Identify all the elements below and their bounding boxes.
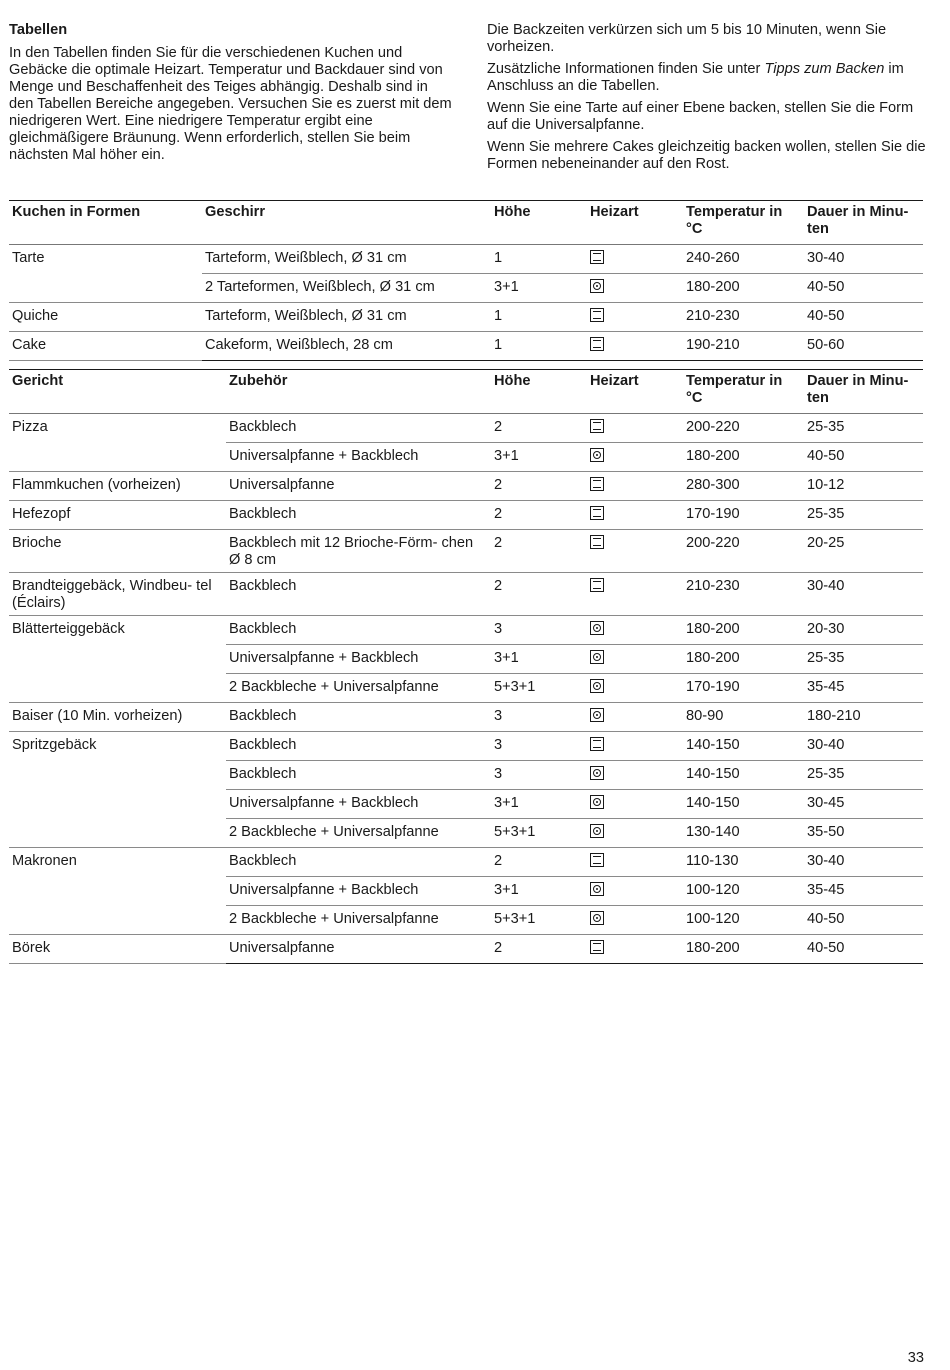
- cell-mode: [587, 935, 683, 964]
- heat-fan-icon: [590, 621, 604, 635]
- cell-mode: [587, 848, 683, 877]
- table-row: [9, 790, 923, 819]
- cell-time: 40-50: [804, 303, 923, 332]
- cell-item: Quiche: [9, 303, 202, 332]
- header-item: Kuchen in Formen: [9, 201, 202, 245]
- cell-time: 30-40: [804, 732, 923, 761]
- table-row: [9, 414, 923, 443]
- heat-fan-icon: [590, 708, 604, 722]
- cell-dish: Universalpfanne: [226, 935, 491, 964]
- cell-temp: 210-230: [683, 303, 804, 332]
- cell-temp: 180-200: [683, 645, 804, 674]
- cell-time: 35-45: [804, 674, 923, 703]
- fan-symbol: [593, 282, 601, 290]
- tarte-note: Wenn Sie eine Tarte auf einer Ebene backen, stellen Sie die Form auf die Universalpfanne.: [487, 100, 914, 133]
- cell-level: 2: [491, 530, 587, 573]
- cell-dish: 2 Backbleche + Universalpfanne: [226, 819, 491, 848]
- cell-time: 25-35: [804, 501, 923, 530]
- heat-fan-icon: [590, 795, 604, 809]
- preheat-note: Die Backzeiten verkürzen sich um 5 bis 10 Minuten, wenn Sie vorheizen.: [487, 22, 887, 55]
- cell-item: [9, 877, 226, 906]
- fan-symbol: [593, 711, 601, 719]
- cell-item: Tarte: [12, 250, 45, 266]
- cell-mode: [587, 674, 683, 703]
- cell-temp: 100-120: [683, 906, 804, 935]
- cell-level: 3: [491, 761, 587, 790]
- cell-level: 5+3+1: [491, 906, 587, 935]
- cell-mode: [587, 645, 683, 674]
- cell-temp: 240-260: [683, 245, 804, 274]
- table-row: [9, 332, 923, 361]
- heat-top-bottom-icon: [590, 308, 604, 322]
- fan-symbol: [593, 827, 601, 835]
- cell-temp: 130-140: [683, 819, 804, 848]
- intro-paragraph: In den Tabellen finden Sie für die verschiedenen Kuchen und Gebäcke die optimale Heizart. Temperatur und Backdauer sind von Menge und Beschaffenheit des Teiges abhängig. Deshalb sind in den Tabellen Bereiche angegeben. Versuchen Sie es zuerst mit dem niedrigeren Wert. Eine niedrigere Temperatur ergibt eine gleichmäßigere Bräunung. Wenn erforderlich, stellen Sie beim nächsten Mal höher ein.: [9, 45, 452, 163]
- header-level: Höhe: [491, 201, 587, 245]
- intro-left-column: [9, 22, 454, 178]
- fan-symbol: [593, 653, 601, 661]
- cell-temp: 190-210: [683, 332, 804, 361]
- cell-time: 30-40: [804, 245, 923, 274]
- cell-level: 2: [491, 501, 587, 530]
- cell-item: Blätterteiggebäck: [9, 616, 226, 645]
- table-row: [9, 761, 923, 790]
- table-row: [9, 935, 923, 964]
- cell-level: 5+3+1: [491, 819, 587, 848]
- cell-dish: Universalpfanne + Backblech: [226, 645, 491, 674]
- cell-level: 3: [491, 703, 587, 732]
- cell-mode: [587, 819, 683, 848]
- cell-dish: Universalpfanne + Backblech: [226, 877, 491, 906]
- heat-fan-icon: [590, 650, 604, 664]
- cell-dish: Cakeform, Weißblech, 28 cm: [202, 332, 491, 361]
- heat-fan-icon: [590, 279, 604, 293]
- cell-dish: Backblech: [226, 414, 491, 443]
- cell-mode: [587, 472, 683, 501]
- cell-level: 2: [491, 935, 587, 964]
- cell-mode: [587, 761, 683, 790]
- cell-dish: Tarteform, Weißblech, Ø 31 cm: [202, 245, 491, 274]
- table-row: [9, 906, 923, 935]
- cell-mode: [587, 703, 683, 732]
- cell-item: Pizza: [12, 419, 48, 435]
- header-temp: Temperatur in °C: [683, 201, 804, 245]
- header-dish: Geschirr: [202, 201, 491, 245]
- fan-symbol: [593, 798, 601, 806]
- cell-level: 3+1: [491, 443, 587, 472]
- cell-mode: [587, 732, 683, 761]
- header-time: Dauer in Minu- ten: [804, 201, 923, 245]
- table-header-row: [9, 370, 923, 414]
- cell-dish: Backblech: [226, 848, 491, 877]
- cell-item: Flammkuchen (vorheizen): [9, 472, 226, 501]
- table-row: [9, 645, 923, 674]
- cell-mode: [587, 332, 683, 361]
- fan-symbol: [593, 885, 601, 893]
- cell-mode: [587, 616, 683, 645]
- cell-time: 25-35: [804, 761, 923, 790]
- cell-temp: 80-90: [683, 703, 804, 732]
- heat-top-bottom-icon: [590, 477, 604, 491]
- table-row: [9, 501, 923, 530]
- fan-symbol: [593, 451, 601, 459]
- cell-dish: Tarteform, Weißblech, Ø 31 cm: [202, 303, 491, 332]
- cell-dish: Backblech: [226, 501, 491, 530]
- cell-dish: Universalpfanne: [226, 472, 491, 501]
- cell-mode: [587, 877, 683, 906]
- cell-temp: 170-190: [683, 674, 804, 703]
- heat-top-bottom-icon: [590, 250, 604, 264]
- cell-item: Hefezopf: [9, 501, 226, 530]
- cell-item: Makronen: [9, 848, 226, 877]
- cell-item: Brandteiggebäck, Windbeu- tel (Éclairs): [9, 573, 226, 616]
- cell-time: 30-40: [804, 848, 923, 877]
- heat-top-bottom-icon: [590, 940, 604, 954]
- cell-time: 25-35: [804, 414, 923, 443]
- cell-level: 2: [491, 414, 587, 443]
- cell-temp: 100-120: [683, 877, 804, 906]
- cell-level: 2: [491, 472, 587, 501]
- cell-time: 25-35: [804, 645, 923, 674]
- cell-mode: [587, 790, 683, 819]
- heat-top-bottom-icon: [590, 578, 604, 592]
- cell-dish: Backblech: [226, 732, 491, 761]
- table-row: [9, 848, 923, 877]
- table-row: [9, 616, 923, 645]
- cell-level: 3: [491, 616, 587, 645]
- heat-fan-icon: [590, 448, 604, 462]
- header-time: Dauer in Minu- ten: [804, 370, 923, 414]
- cell-item: [9, 443, 226, 472]
- cell-temp: 140-150: [683, 732, 804, 761]
- cell-level: 3+1: [491, 790, 587, 819]
- cell-item: Spritzgebäck: [9, 732, 226, 761]
- cell-temp: 140-150: [683, 790, 804, 819]
- cell-level: 3: [491, 732, 587, 761]
- table-row: [9, 274, 923, 303]
- cell-item: [9, 906, 226, 935]
- cell-mode: [587, 443, 683, 472]
- cell-temp: 280-300: [683, 472, 804, 501]
- heat-fan-icon: [590, 824, 604, 838]
- cell-dish: 2 Backbleche + Universalpfanne: [226, 906, 491, 935]
- cell-mode: [587, 573, 683, 616]
- cell-level: 3+1: [491, 877, 587, 906]
- cell-time: 20-25: [804, 530, 923, 573]
- cell-level: 1: [491, 303, 587, 332]
- heat-top-bottom-icon: [590, 337, 604, 351]
- cell-temp: 210-230: [683, 573, 804, 616]
- tips-reference-link-text: Tipps zum Backen: [764, 61, 885, 77]
- cell-mode: [587, 245, 683, 274]
- table-row: [9, 674, 923, 703]
- table-row: [9, 443, 923, 472]
- cell-level: 5+3+1: [491, 674, 587, 703]
- cell-dish: Backblech: [226, 761, 491, 790]
- cell-level: 1: [491, 332, 587, 361]
- cell-time: 40-50: [804, 274, 923, 303]
- cell-dish: Backblech: [226, 616, 491, 645]
- cell-temp: 200-220: [683, 530, 804, 573]
- fan-symbol: [593, 624, 601, 632]
- cell-level: 3+1: [491, 645, 587, 674]
- cell-time: 35-50: [804, 819, 923, 848]
- table-gerichte: [9, 369, 923, 964]
- cell-item: Brioche: [9, 530, 226, 573]
- cell-time: 40-50: [804, 906, 923, 935]
- cell-time: 50-60: [804, 332, 923, 361]
- heat-fan-icon: [590, 911, 604, 925]
- heat-top-bottom-icon: [590, 419, 604, 433]
- tips-reference-pre: Zusätzliche Informationen finden Sie unter: [487, 61, 765, 77]
- header-dish: Zubehör: [226, 370, 491, 414]
- cell-temp: 170-190: [683, 501, 804, 530]
- cell-temp: 180-200: [683, 274, 804, 303]
- cell-time: 30-45: [804, 790, 923, 819]
- cell-mode: [587, 530, 683, 573]
- cell-temp: 110-130: [683, 848, 804, 877]
- cell-item: [9, 674, 226, 703]
- cell-time: 180-210: [804, 703, 923, 732]
- cell-mode: [587, 303, 683, 332]
- intro-section: [9, 22, 932, 178]
- cell-temp: 180-200: [683, 443, 804, 472]
- tips-reference-post: im Anschluss an die Tabellen.: [487, 61, 904, 94]
- fan-symbol: [593, 682, 601, 690]
- intro-right-column: [487, 22, 932, 178]
- cell-item: [9, 790, 226, 819]
- table-row: [9, 732, 923, 761]
- cell-dish: Backblech mit 12 Brioche-Förm- chen Ø 8 cm: [226, 530, 491, 573]
- table-row: [9, 472, 923, 501]
- cell-time: 35-45: [804, 877, 923, 906]
- cell-item: Baiser (10 Min. vorheizen): [9, 703, 226, 732]
- heat-fan-icon: [590, 766, 604, 780]
- cell-level: 2: [491, 573, 587, 616]
- heat-top-bottom-icon: [590, 535, 604, 549]
- header-mode: Heizart: [587, 370, 683, 414]
- cakes-note: Wenn Sie mehrere Cakes gleichzeitig backen wollen, stellen Sie die Formen nebeneinander auf den Rost.: [487, 139, 926, 172]
- cell-dish: Universalpfanne + Backblech: [226, 790, 491, 819]
- table-row: [9, 573, 923, 616]
- cell-temp: 180-200: [683, 616, 804, 645]
- cell-mode: [587, 906, 683, 935]
- heat-top-bottom-icon: [590, 737, 604, 751]
- cell-time: 30-40: [804, 573, 923, 616]
- cell-mode: [587, 274, 683, 303]
- cell-dish: Backblech: [226, 573, 491, 616]
- cell-level: 1: [491, 245, 587, 274]
- table-kuchen-in-formen: [9, 200, 923, 361]
- heat-top-bottom-icon: [590, 506, 604, 520]
- header-item: Gericht: [9, 370, 226, 414]
- table-header-row: [9, 201, 923, 245]
- cell-time: 40-50: [804, 935, 923, 964]
- cell-item: [9, 761, 226, 790]
- cell-dish: Universalpfanne + Backblech: [226, 443, 491, 472]
- tips-reference: [487, 61, 932, 95]
- cell-temp: 180-200: [683, 935, 804, 964]
- fan-symbol: [593, 914, 601, 922]
- cell-time: 10-12: [804, 472, 923, 501]
- heat-fan-icon: [590, 882, 604, 896]
- table-row: [9, 530, 923, 573]
- table-row: [9, 703, 923, 732]
- cell-temp: 140-150: [683, 761, 804, 790]
- cell-mode: [587, 501, 683, 530]
- cell-dish: 2 Tarteformen, Weißblech, Ø 31 cm: [202, 274, 491, 303]
- cell-dish: 2 Backbleche + Universalpfanne: [226, 674, 491, 703]
- header-mode: Heizart: [587, 201, 683, 245]
- table-row: [9, 245, 923, 274]
- heat-fan-icon: [590, 679, 604, 693]
- section-heading: Tabellen: [9, 22, 68, 38]
- cell-level: 3+1: [491, 274, 587, 303]
- cell-item: [9, 645, 226, 674]
- table-row: [9, 819, 923, 848]
- table-row: [9, 877, 923, 906]
- cell-time: 20-30: [804, 616, 923, 645]
- header-temp: Temperatur in °C: [683, 370, 804, 414]
- header-level: Höhe: [491, 370, 587, 414]
- cell-item: Cake: [9, 332, 202, 361]
- cell-item: [9, 819, 226, 848]
- cell-mode: [587, 414, 683, 443]
- table-row: [9, 303, 923, 332]
- cell-item: Börek: [9, 935, 226, 964]
- cell-temp: 200-220: [683, 414, 804, 443]
- heat-top-bottom-icon: [590, 853, 604, 867]
- cell-dish: Backblech: [226, 703, 491, 732]
- fan-symbol: [593, 769, 601, 777]
- cell-time: 40-50: [804, 443, 923, 472]
- cell-item: [9, 274, 202, 303]
- cell-level: 2: [491, 848, 587, 877]
- page-number: 33: [907, 1350, 924, 1366]
